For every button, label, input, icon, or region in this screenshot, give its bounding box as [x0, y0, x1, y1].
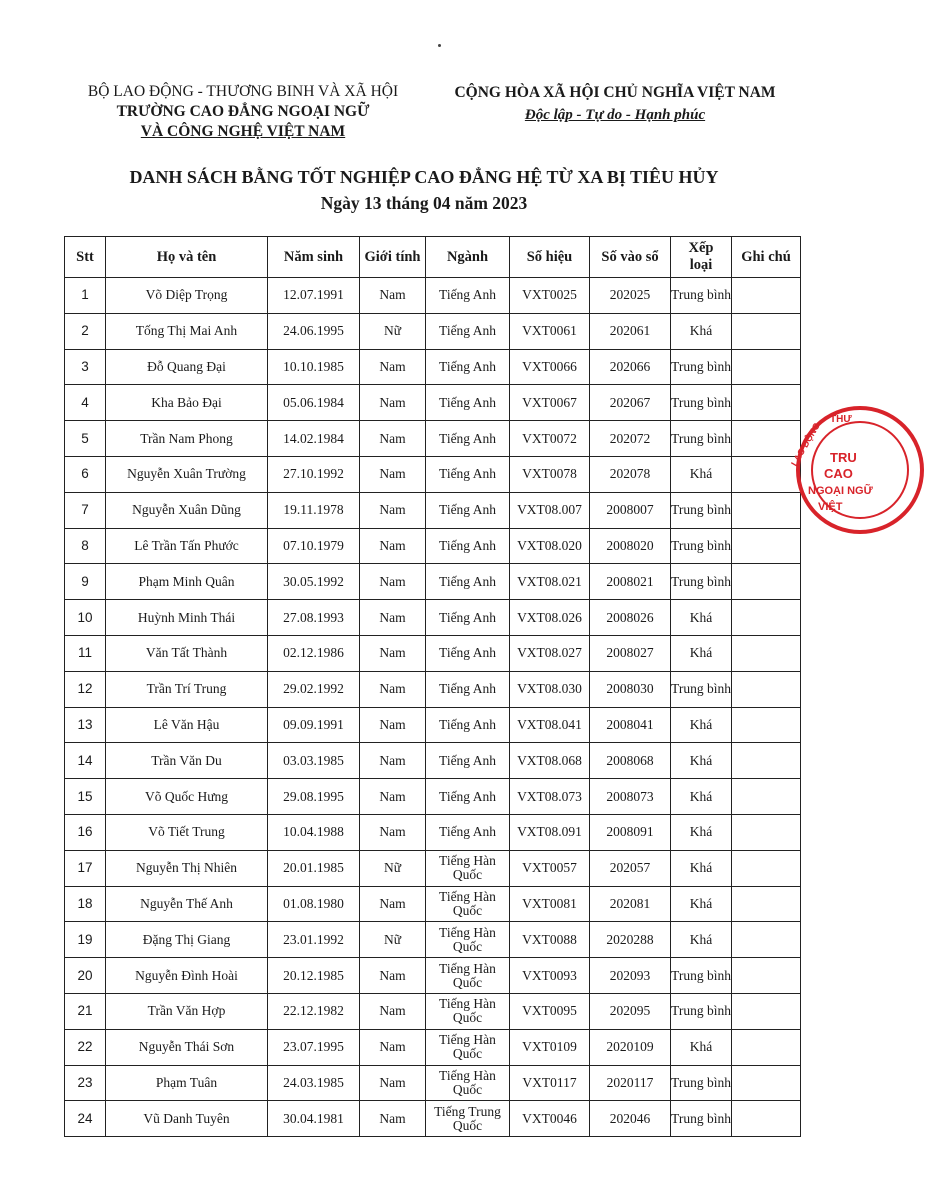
cell-grade: Trung bình	[671, 421, 732, 457]
cell-name: Trần Trí Trung	[106, 671, 268, 707]
document-title-block	[0, 164, 848, 216]
scan-speck	[438, 44, 441, 47]
cell-grade: Khá	[671, 814, 732, 850]
cell-dob: 01.08.1980	[268, 886, 360, 922]
cell-register: 2008020	[590, 528, 671, 564]
cell-major: Tiếng Anh	[426, 600, 510, 636]
cell-gender: Nam	[360, 779, 426, 815]
table-row	[65, 635, 801, 671]
table-row	[65, 564, 801, 600]
cell-grade: Khá	[671, 1029, 732, 1065]
cell-name: Trần Nam Phong	[106, 421, 268, 457]
cell-note	[732, 779, 801, 815]
cell-serial: VXT08.020	[510, 528, 590, 564]
cell-stt: 9	[65, 564, 106, 600]
cell-register: 202046	[590, 1101, 671, 1137]
cell-serial: VXT08.068	[510, 743, 590, 779]
cell-name: Nguyễn Thái Sơn	[106, 1029, 268, 1065]
cell-dob: 12.07.1991	[268, 278, 360, 314]
cell-grade: Trung bình	[671, 528, 732, 564]
cell-register: 202025	[590, 278, 671, 314]
cell-major: Tiếng Anh	[426, 349, 510, 385]
table-row	[65, 707, 801, 743]
cell-note	[732, 313, 801, 349]
cell-gender: Nam	[360, 1065, 426, 1101]
cell-dob: 30.04.1981	[268, 1101, 360, 1137]
cell-name: Đỗ Quang Đại	[106, 349, 268, 385]
cell-note	[732, 278, 801, 314]
cell-major: Tiếng Anh	[426, 671, 510, 707]
table-row	[65, 528, 801, 564]
cell-note	[732, 886, 801, 922]
table-body	[65, 278, 801, 1137]
cell-name: Tống Thị Mai Anh	[106, 313, 268, 349]
cell-note	[732, 421, 801, 457]
table-row	[65, 1101, 801, 1137]
cell-major: Tiếng Anh	[426, 492, 510, 528]
header-grade	[671, 237, 732, 278]
cell-note	[732, 707, 801, 743]
cell-gender: Nam	[360, 886, 426, 922]
cell-dob: 20.01.1985	[268, 850, 360, 886]
cell-register: 2008021	[590, 564, 671, 600]
table-row	[65, 886, 801, 922]
table-row	[65, 958, 801, 994]
document-date: Ngày 13 tháng 04 năm 2023	[320, 193, 528, 213]
svg-text:THƯ: THƯ	[830, 414, 852, 425]
cell-dob: 27.08.1993	[268, 600, 360, 636]
cell-dob: 10.10.1985	[268, 349, 360, 385]
table-header-row	[65, 237, 801, 278]
cell-register: 202061	[590, 313, 671, 349]
cell-name: Lê Văn Hậu	[106, 707, 268, 743]
cell-major: Tiếng Anh	[426, 779, 510, 815]
cell-major: Tiếng Anh	[426, 635, 510, 671]
table-row	[65, 922, 801, 958]
cell-note	[732, 1029, 801, 1065]
cell-register: 2008026	[590, 600, 671, 636]
cell-gender: Nữ	[360, 922, 426, 958]
cell-grade: Khá	[671, 886, 732, 922]
header-grade-line2: loại	[689, 257, 713, 273]
cell-major: Tiếng Hàn Quốc	[426, 993, 510, 1029]
cell-stt: 13	[65, 707, 106, 743]
cell-gender: Nam	[360, 456, 426, 492]
cell-stt: 7	[65, 492, 106, 528]
cell-stt: 3	[65, 349, 106, 385]
cell-major: Tiếng Hàn Quốc	[426, 1029, 510, 1065]
school-name-line2: VÀ CÔNG NGHỆ VIỆT NAM	[140, 123, 346, 140]
cell-stt: 2	[65, 313, 106, 349]
cell-note	[732, 528, 801, 564]
cell-name: Văn Tất Thành	[106, 635, 268, 671]
cell-stt: 16	[65, 814, 106, 850]
cell-gender: Nữ	[360, 313, 426, 349]
cell-serial: VXT08.007	[510, 492, 590, 528]
cell-serial: VXT0109	[510, 1029, 590, 1065]
cell-grade: Khá	[671, 850, 732, 886]
cell-grade: Trung bình	[671, 993, 732, 1029]
cell-dob: 24.03.1985	[268, 1065, 360, 1101]
cell-register: 202067	[590, 385, 671, 421]
cell-grade: Khá	[671, 600, 732, 636]
cell-register: 2008091	[590, 814, 671, 850]
svg-text:VIỆT: VIỆT	[818, 501, 843, 513]
cell-gender: Nam	[360, 421, 426, 457]
cell-stt: 10	[65, 600, 106, 636]
cell-dob: 23.01.1992	[268, 922, 360, 958]
cell-name: Huỳnh Minh Thái	[106, 600, 268, 636]
cell-register: 2020109	[590, 1029, 671, 1065]
cell-stt: 20	[65, 958, 106, 994]
table-row	[65, 1029, 801, 1065]
cell-register: 2008007	[590, 492, 671, 528]
cell-serial: VXT0088	[510, 922, 590, 958]
cell-serial: VXT08.030	[510, 671, 590, 707]
cell-grade: Trung bình	[671, 958, 732, 994]
cell-grade: Khá	[671, 779, 732, 815]
cell-major: Tiếng Hàn Quốc	[426, 922, 510, 958]
cell-major: Tiếng Hàn Quốc	[426, 886, 510, 922]
cell-grade: Khá	[671, 707, 732, 743]
country-name: CỘNG HÒA XÃ HỘI CHỦ NGHĨA VIỆT NAM	[454, 84, 776, 101]
school-name-line1: TRƯỜNG CAO ĐẲNG NGOẠI NGỮ	[116, 103, 370, 120]
cell-name: Nguyễn Xuân Trường	[106, 456, 268, 492]
cell-major: Tiếng Anh	[426, 743, 510, 779]
cell-major: Tiếng Hàn Quốc	[426, 958, 510, 994]
cell-register: 2008073	[590, 779, 671, 815]
cell-register: 2008030	[590, 671, 671, 707]
header-serial: Số hiệu	[510, 237, 590, 278]
cell-dob: 09.09.1991	[268, 707, 360, 743]
cell-grade: Trung bình	[671, 349, 732, 385]
cell-register: 2008027	[590, 635, 671, 671]
cell-gender: Nam	[360, 814, 426, 850]
cell-stt: 17	[65, 850, 106, 886]
header-dob: Năm sinh	[268, 237, 360, 278]
cell-serial: VXT08.027	[510, 635, 590, 671]
header-register: Số vào sổ	[590, 237, 671, 278]
cell-serial: VXT0061	[510, 313, 590, 349]
cell-stt: 8	[65, 528, 106, 564]
cell-dob: 05.06.1984	[268, 385, 360, 421]
cell-note	[732, 671, 801, 707]
cell-dob: 14.02.1984	[268, 421, 360, 457]
cell-name: Trần Văn Du	[106, 743, 268, 779]
cell-grade: Trung bình	[671, 564, 732, 600]
document-title: DANH SÁCH BẰNG TỐT NGHIỆP CAO ĐẲNG HỆ TỪ XA BỊ TIÊU HỦY	[129, 167, 719, 187]
cell-register: 202078	[590, 456, 671, 492]
cell-dob: 23.07.1995	[268, 1029, 360, 1065]
cell-serial: VXT0057	[510, 850, 590, 886]
cell-stt: 5	[65, 421, 106, 457]
cell-major: Tiếng Anh	[426, 564, 510, 600]
cell-note	[732, 635, 801, 671]
cell-serial: VXT0093	[510, 958, 590, 994]
cell-note	[732, 958, 801, 994]
cell-major: Tiếng Hàn Quốc	[426, 1065, 510, 1101]
cell-gender: Nam	[360, 349, 426, 385]
cell-name: Võ Quốc Hưng	[106, 779, 268, 815]
cell-dob: 24.06.1995	[268, 313, 360, 349]
table-row	[65, 743, 801, 779]
cell-stt: 14	[65, 743, 106, 779]
cell-stt: 18	[65, 886, 106, 922]
cell-major: Tiếng Anh	[426, 814, 510, 850]
cell-major: Tiếng Hàn Quốc	[426, 850, 510, 886]
cell-grade: Trung bình	[671, 1065, 732, 1101]
cell-name: Phạm Minh Quân	[106, 564, 268, 600]
cell-dob: 29.08.1995	[268, 779, 360, 815]
table-row	[65, 600, 801, 636]
cell-gender: Nam	[360, 671, 426, 707]
cell-register: 202093	[590, 958, 671, 994]
cell-stt: 21	[65, 993, 106, 1029]
cell-dob: 22.12.1982	[268, 993, 360, 1029]
cell-grade: Trung bình	[671, 671, 732, 707]
cell-note	[732, 600, 801, 636]
cell-gender: Nam	[360, 743, 426, 779]
cell-dob: 27.10.1992	[268, 456, 360, 492]
cell-major: Tiếng Anh	[426, 421, 510, 457]
cell-name: Nguyễn Đình Hoài	[106, 958, 268, 994]
cell-stt: 11	[65, 635, 106, 671]
cell-grade: Khá	[671, 922, 732, 958]
cell-serial: VXT08.073	[510, 779, 590, 815]
cell-major: Tiếng Anh	[426, 707, 510, 743]
cell-note	[732, 743, 801, 779]
cell-dob: 10.04.1988	[268, 814, 360, 850]
table-row	[65, 492, 801, 528]
cell-gender: Nam	[360, 993, 426, 1029]
cell-dob: 19.11.1978	[268, 492, 360, 528]
cell-stt: 24	[65, 1101, 106, 1137]
table-row	[65, 1065, 801, 1101]
header-grade-line1: Xếp	[688, 240, 714, 256]
table-row	[65, 349, 801, 385]
table-row	[65, 850, 801, 886]
cell-dob: 30.05.1992	[268, 564, 360, 600]
cell-name: Trần Văn Hợp	[106, 993, 268, 1029]
cell-note	[732, 1065, 801, 1101]
svg-text:CAO: CAO	[824, 466, 853, 481]
cell-stt: 4	[65, 385, 106, 421]
cell-major: Tiếng Anh	[426, 456, 510, 492]
cell-serial: VXT0025	[510, 278, 590, 314]
cell-register: 2020288	[590, 922, 671, 958]
cell-name: Phạm Tuân	[106, 1065, 268, 1101]
cell-serial: VXT08.026	[510, 600, 590, 636]
header-name: Họ và tên	[106, 237, 268, 278]
cell-gender: Nam	[360, 1101, 426, 1137]
cell-note	[732, 492, 801, 528]
cell-major: Tiếng Anh	[426, 528, 510, 564]
cell-name: Nguyễn Xuân Dũng	[106, 492, 268, 528]
cell-register: 202095	[590, 993, 671, 1029]
red-seal-icon	[790, 400, 930, 540]
cell-grade: Trung bình	[671, 385, 732, 421]
table-row	[65, 385, 801, 421]
cell-stt: 22	[65, 1029, 106, 1065]
cell-name: Lê Trần Tấn Phước	[106, 528, 268, 564]
cell-note	[732, 385, 801, 421]
cell-major: Tiếng Anh	[426, 278, 510, 314]
table-row	[65, 993, 801, 1029]
cell-register: 202072	[590, 421, 671, 457]
svg-text:LAO ĐỘNG: LAO ĐỘNG	[789, 420, 822, 468]
cell-grade: Khá	[671, 743, 732, 779]
cell-dob: 07.10.1979	[268, 528, 360, 564]
cell-serial: VXT0117	[510, 1065, 590, 1101]
cell-gender: Nam	[360, 385, 426, 421]
cell-register: 2008068	[590, 743, 671, 779]
header-stt: Stt	[65, 237, 106, 278]
cell-major: Tiếng Anh	[426, 313, 510, 349]
cell-name: Nguyễn Thế Anh	[106, 886, 268, 922]
table-row	[65, 779, 801, 815]
cell-dob: 29.02.1992	[268, 671, 360, 707]
header-gender: Giới tính	[360, 237, 426, 278]
cell-name: Nguyễn Thị Nhiên	[106, 850, 268, 886]
cell-serial: VXT08.021	[510, 564, 590, 600]
cell-dob: 20.12.1985	[268, 958, 360, 994]
cell-grade: Khá	[671, 313, 732, 349]
cell-register: 2008041	[590, 707, 671, 743]
cell-grade: Khá	[671, 456, 732, 492]
cell-register: 2020117	[590, 1065, 671, 1101]
cell-note	[732, 922, 801, 958]
cell-serial: VXT0081	[510, 886, 590, 922]
table-row	[65, 421, 801, 457]
certificate-table	[64, 236, 801, 1137]
header-left	[78, 82, 408, 142]
table-row	[65, 313, 801, 349]
cell-name: Kha Bảo Đại	[106, 385, 268, 421]
national-motto: Độc lập - Tự do - Hạnh phúc	[524, 107, 706, 123]
cell-register: 202066	[590, 349, 671, 385]
cell-major: Tiếng Anh	[426, 385, 510, 421]
cell-serial: VXT0072	[510, 421, 590, 457]
cell-serial: VXT0046	[510, 1101, 590, 1137]
cell-name: Võ Diệp Trọng	[106, 278, 268, 314]
cell-serial: VXT08.041	[510, 707, 590, 743]
cell-grade: Khá	[671, 635, 732, 671]
cell-note	[732, 993, 801, 1029]
cell-stt: 12	[65, 671, 106, 707]
cell-name: Võ Tiết Trung	[106, 814, 268, 850]
table-row	[65, 814, 801, 850]
cell-dob: 02.12.1986	[268, 635, 360, 671]
cell-note	[732, 850, 801, 886]
table-row	[65, 671, 801, 707]
svg-text:NGOẠI NGỮ: NGOẠI NGỮ	[808, 485, 873, 497]
cell-name: Vũ Danh Tuyên	[106, 1101, 268, 1137]
cell-stt: 6	[65, 456, 106, 492]
cell-gender: Nam	[360, 958, 426, 994]
ministry-name: BỘ LAO ĐỘNG - THƯƠNG BINH VÀ XÃ HỘI	[87, 83, 399, 100]
cell-gender: Nam	[360, 528, 426, 564]
cell-serial: VXT0095	[510, 993, 590, 1029]
cell-serial: VXT0066	[510, 349, 590, 385]
cell-dob: 03.03.1985	[268, 743, 360, 779]
cell-note	[732, 1101, 801, 1137]
cell-register: 202057	[590, 850, 671, 886]
cell-gender: Nam	[360, 278, 426, 314]
cell-serial: VXT08.091	[510, 814, 590, 850]
cell-note	[732, 456, 801, 492]
cell-gender: Nam	[360, 492, 426, 528]
cell-stt: 15	[65, 779, 106, 815]
cell-gender: Nam	[360, 1029, 426, 1065]
cell-stt: 23	[65, 1065, 106, 1101]
table-row	[65, 456, 801, 492]
cell-gender: Nữ	[360, 850, 426, 886]
cell-note	[732, 814, 801, 850]
cell-name: Đặng Thị Giang	[106, 922, 268, 958]
svg-text:TRU: TRU	[830, 450, 857, 465]
cell-grade: Trung bình	[671, 1101, 732, 1137]
cell-stt: 1	[65, 278, 106, 314]
header-major: Ngành	[426, 237, 510, 278]
cell-gender: Nam	[360, 600, 426, 636]
cell-note	[732, 349, 801, 385]
cell-grade: Trung bình	[671, 278, 732, 314]
cell-gender: Nam	[360, 635, 426, 671]
table-row	[65, 278, 801, 314]
header-right	[440, 82, 790, 126]
cell-grade: Trung bình	[671, 492, 732, 528]
cell-note	[732, 564, 801, 600]
cell-serial: VXT0067	[510, 385, 590, 421]
cell-serial: VXT0078	[510, 456, 590, 492]
cell-stt: 19	[65, 922, 106, 958]
cell-gender: Nam	[360, 564, 426, 600]
header-note: Ghi chú	[732, 237, 801, 278]
cell-major: Tiếng Trung Quốc	[426, 1101, 510, 1137]
cell-register: 202081	[590, 886, 671, 922]
cell-gender: Nam	[360, 707, 426, 743]
